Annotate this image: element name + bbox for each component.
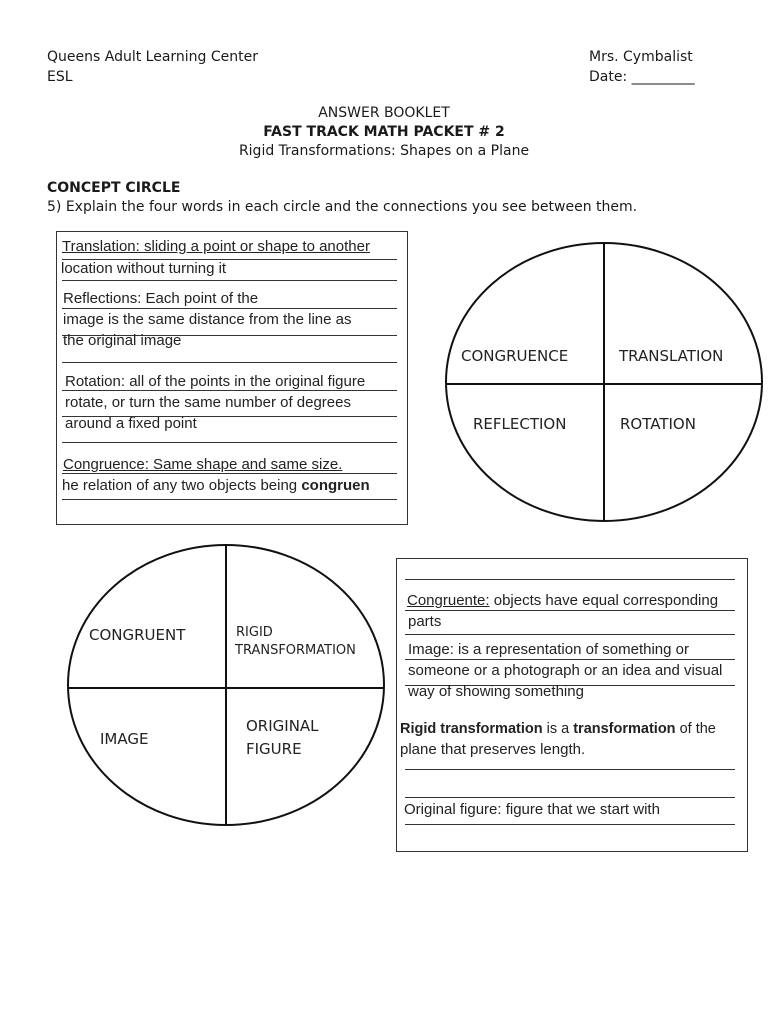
writing-rule (405, 797, 735, 798)
answer-box-2 (396, 558, 748, 852)
congruente-line (407, 592, 752, 610)
box1-line: Congruence: Same shape and same size. (63, 456, 343, 473)
box1-line: image is the same distance from the line as (63, 311, 352, 328)
congruente-term: Congruente: (407, 592, 490, 609)
congruente-cont: parts (408, 613, 442, 630)
writing-rule (405, 769, 735, 770)
box1-line: the original image (63, 332, 182, 349)
rigid-mid: is a (542, 721, 574, 737)
writing-rule (62, 390, 397, 391)
box1-line: Rotation: all of the points in the original figure (65, 373, 366, 390)
rigid-term-2: transformation (573, 721, 676, 737)
circle2-original: ORIGINAL (246, 717, 319, 735)
image-line-1: Image: is a representation of something or (408, 641, 689, 658)
writing-rule (62, 280, 397, 281)
congruente-def: objects have equal corresponding (489, 592, 719, 609)
box1-line: he relation of any two objects being (62, 477, 302, 494)
writing-rule (405, 659, 735, 660)
box1-last-line (62, 477, 402, 495)
box1-line: around a fixed point (65, 415, 197, 432)
writing-rule (405, 824, 735, 825)
rigid-term: Rigid transformation (400, 721, 543, 737)
circle2-transformation: TRANSFORMATION (235, 643, 356, 658)
image-line-2: someone or a photograph or an idea and visual (408, 662, 723, 679)
circle2-congruent: CONGRUENT (89, 626, 186, 644)
concept-circle-2 (62, 544, 392, 834)
concept-circle-1 (440, 240, 768, 530)
circle2-image: IMAGE (100, 730, 149, 748)
school-name: Queens Adult Learning Center (47, 49, 259, 65)
writing-rule (62, 308, 397, 309)
packet-subtitle: Rigid Transformations: Shapes on a Plane (238, 143, 530, 159)
image-line-3: way of showing something (408, 683, 584, 700)
circle2-figure: FIGURE (246, 740, 302, 758)
box1-line: rotate, or turn the same number of degrees (65, 394, 351, 411)
rigid-line-2: plane that preserves length. (400, 741, 586, 758)
packet-title: FAST TRACK MATH PACKET # 2 (263, 124, 505, 140)
circle2-rigid: RIGID (236, 625, 273, 640)
circle1-translation: TRANSLATION (619, 347, 724, 365)
question-text: 5) Explain the four words in each circle and the connections you see between them. (47, 199, 638, 215)
circle1-congruence: CONGRUENCE (461, 347, 569, 365)
writing-rule (405, 634, 735, 635)
box1-line: Translation: sliding a point or shape to another (62, 238, 370, 255)
teacher-name: Mrs. Cymbalist (589, 49, 693, 65)
writing-rule (405, 610, 735, 611)
booklet-title: ANSWER BOOKLET (318, 105, 450, 121)
date-field: Date: _________ (589, 69, 695, 85)
writing-rule (62, 499, 397, 500)
circle1-reflection: REFLECTION (473, 415, 567, 433)
box1-line: Reflections: Each point of the (63, 290, 259, 307)
box1-line: location without turning it (61, 260, 227, 277)
writing-rule (405, 579, 735, 580)
section-heading: CONCEPT CIRCLE (47, 180, 181, 196)
box1-bold-word: congruen (301, 477, 370, 494)
original-line: Original figure: figure that we start with (404, 801, 660, 818)
rigid-line-1 (400, 720, 767, 738)
program-name: ESL (47, 69, 73, 85)
rigid-end: of the (675, 721, 716, 737)
answer-box-1 (56, 231, 408, 525)
writing-rule (62, 362, 397, 363)
writing-rule (62, 442, 397, 443)
circle1-rotation: ROTATION (620, 415, 696, 433)
writing-rule (62, 473, 397, 474)
